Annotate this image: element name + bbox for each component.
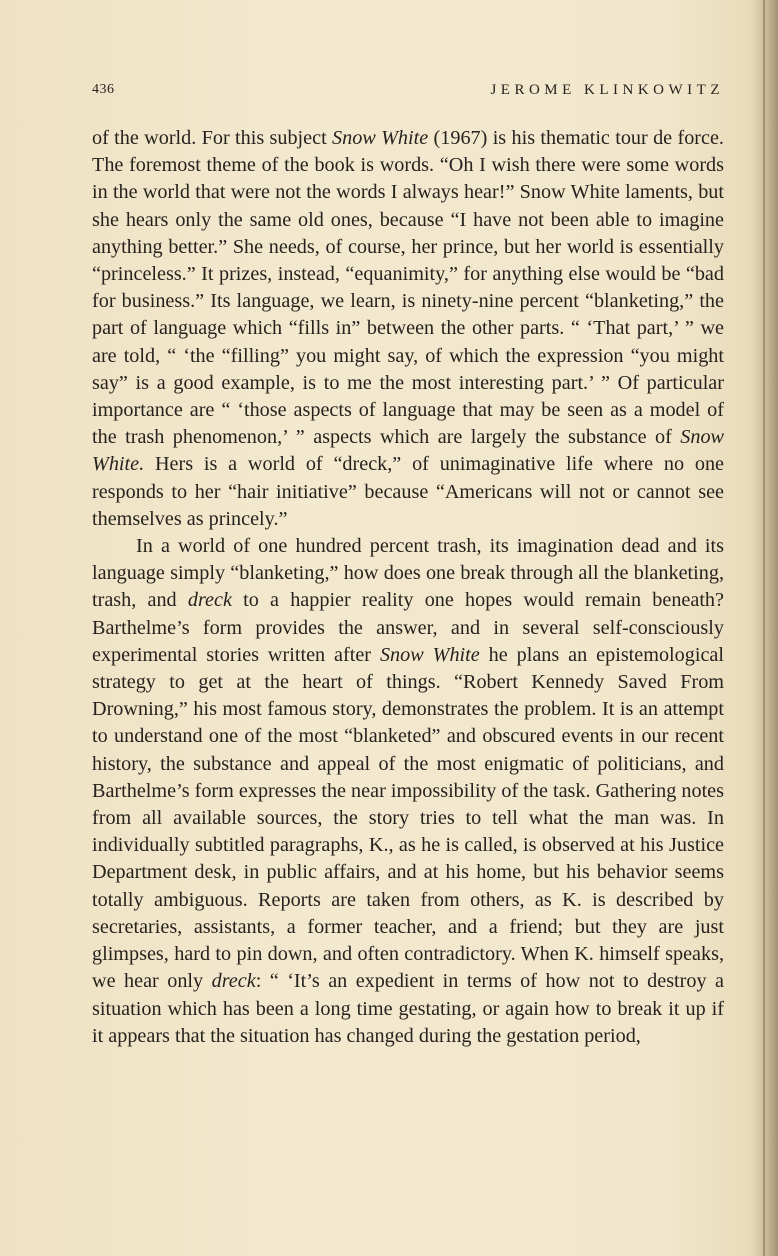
page-edge-line bbox=[763, 0, 765, 1256]
text-run: he plans an epistemological strategy to get at the heart of things. “Robert Kennedy Saved From Drowning,” his most famous story, demonstrates the problem. It is an attempt to understand one of the most “blanketed” and obscured events in our recent history, the substance and appeal of the most enigmatic of politicians, and Barthelme’s form expresses the near impossibility of the task. Gathering notes from all available sources, the story tries to tell what the man was. In individually subtitled paragraphs, K., as he is called, is observed at his Justice Department desk, in public affairs, and at his home, but his behavior seems totally ambiguous. Reports are taken from others, as K. is described by secretaries, assistants, a former teacher, and a friend; but they are just glimpses, hard to pin down, and often contradictory. When K. himself speaks, we hear only bbox=[92, 643, 724, 993]
page-gutter-shadow bbox=[752, 0, 778, 1256]
text-run: (1967) is his thematic tour de force. The foremost theme of the book is words. “Oh I wish there were some words in the world that were not the words I always hear!” Snow White laments, but she hears only the same old ones, because “I have not been able to imagine anything better.” She needs, of course, her prince, but her world is essentially “princeless.” It prizes, instead, “equanimity,” for anything else would be “bad for business.” Its language, we learn, is ninety-nine percent “blanketing,” the part of language which “fills in” between the other parts. “ ‘That part,’ ” we are told, “ ‘the “filling” you might say, of which the expression “you might say” is a good example, is to me the most interesting part.’ ” Of particular importance are “ ‘those aspects of language that may be seen as a model of the trash phenomenon,’ ” aspects which are largely the substance of bbox=[92, 127, 724, 449]
italic-title-text: dreck bbox=[187, 589, 232, 612]
italic-title-text: Snow White bbox=[332, 127, 429, 149]
italic-title-text: Snow White. bbox=[92, 426, 724, 476]
text-run: of the world. For this subject bbox=[92, 127, 333, 149]
page-number: 436 bbox=[92, 82, 115, 97]
paragraph-2 bbox=[92, 533, 724, 1050]
text-run: : “ ‘It’s an expedient in terms of how not to destroy a situation which has been a long time gestating, or again how to break it up if it appears that the situation has changed during the gestation period, bbox=[92, 970, 724, 1047]
italic-title-text: Snow White bbox=[379, 643, 480, 666]
italic-title-text: dreck bbox=[211, 970, 256, 993]
text-run: In a world of one hundred percent trash, its imagination dead and its language simply “blanketing,” how does one break through all the blanketing, trash, and bbox=[92, 535, 724, 612]
text-run: to a happier reality one hopes would remain beneath? Barthelme’s form provides the answer, and in several self-consciously experimental stories written after bbox=[92, 589, 724, 666]
text-run: Hers is a world of “dreck,” of unimaginative life where no one responds to her “hair initiative” because “Americans will not or cannot see themselves as princely.” bbox=[92, 453, 724, 530]
paragraph-1 bbox=[92, 125, 724, 533]
running-head: JEROME KLINKOWITZ bbox=[490, 82, 724, 98]
body-text bbox=[92, 125, 724, 1050]
page-header bbox=[92, 82, 724, 102]
